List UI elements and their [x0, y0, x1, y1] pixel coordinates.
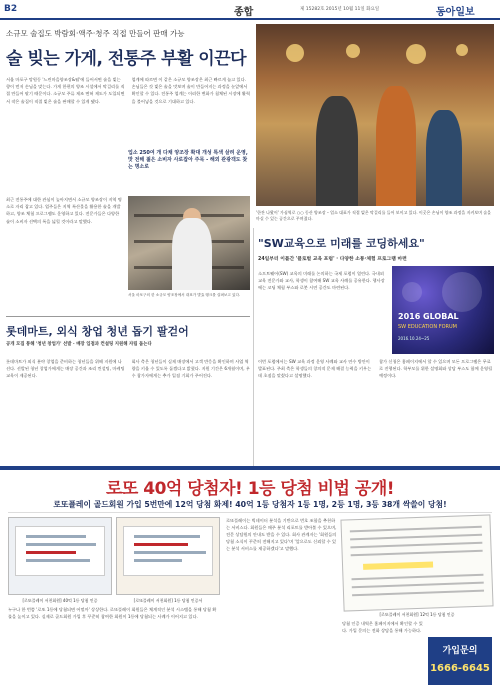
article1-subhead: 업소 250여 개 다채 양조장 확대 개성 특색 살려 운영, 맛 전해 젊은 소비자 사로잡아 주목 - 해외 관광객도 찾는 명소로: [128, 150, 248, 170]
article3-col-2: 참가 신청은 홈페이지에서 할 수 있으며 모든 프로그램은 무료로 진행된다. 학부모를 위한 설명회와 상담 부스도 함께 운영될 예정이다.: [379, 359, 493, 379]
article3-lead: 소프트웨어(SW) 교육의 미래를 논의하는 국제 포럼이 열린다. 국내외 교육 전문가와 교사, 학생이 참여해 SW 교육 사례를 공유한다. 행사장에는 코딩 체험 부스와 로봇 시연 공간도 마련된다.: [258, 271, 385, 291]
lottery-receipt: [340, 514, 493, 611]
divider: [6, 316, 250, 317]
brewery-photo-caption: '한잔 나왔어' 가심역로 ○○ 동산 양조장 – 업소 대표가 직접 빚은 막걸리를 들어 보이고 있다. 이곳은 손님이 양조 과정을 지켜보며 술을 마실 수 있는 공간으로 꾸며졌다.: [256, 210, 491, 221]
receipt-caption: [로또플레이 서천회원] 12억 1등 당첨 인증: [379, 612, 455, 617]
issue-date: 제 15282호 2015년 10월 11일 화요일: [300, 7, 380, 12]
section-title: 종합: [234, 7, 254, 18]
ad-subtitle: 로또플레이 골드회원 가입 5번만에 12억 당첨 화제! 40억 1등 당첨자 1등 1명, 2등 1명, 3등 38개 싹쓸이 당첨!: [53, 500, 447, 509]
article1-col-1: 서울 마포구 망원동 '느린마을양조장&펍'에 들어서면 술을 빚는 향이 먼저 손님을 맞는다. 가게 한편의 양조 시설에서 막걸리를 직접 만들어 팔기 때문이다. 소규모 주류 제조 면허 제도가 도입되면서 작은 술집이 직접 빚은 술을 판매할 수 있게 됐다.: [6, 77, 125, 104]
brewer-photo-caption: 서울 마포구의 한 소규모 양조장에서 대표가 발효 탱크를 살펴보고 있다.: [128, 293, 241, 297]
brewer-photo: [128, 196, 250, 290]
phone-label: 가입문의: [442, 646, 478, 656]
ad-divider: [8, 512, 492, 513]
article1-headline: 술 빚는 가게, 전통주 부활 이끈다: [6, 49, 247, 69]
column-divider: [253, 228, 254, 468]
article3-headline: "SW교육으로 미래를 코딩하세요": [258, 237, 425, 250]
article3-subhead: 24일부터 이틀간 '클로벌 교육 포럼' · 다양한 소통·체험 프로그램 마련: [258, 257, 407, 262]
ad-text-middle: 로또플레이는 빅데이터 분석을 기반으로 번호 조합을 추천하는 서비스다. 회원들은 매주 분석 리포트를 받아볼 수 있으며, 전문 상담원의 안내도 받을 수 있다. 회사 관계자는 '회원들의 당첨 소식이 꾸준히 전해지고 있다'며 '앞으로도 신뢰할 수 있는 분석 서비스를 제공하겠다'고 말했다.: [226, 518, 337, 551]
screenshot-a-caption: [로또플레이 서천회원] 40억 1등 당첨 인증: [22, 598, 98, 603]
ad-text-right: 당첨 인증 내역은 홈페이지에서 확인할 수 있다. 가입 문의는 전화 상담을 통해 가능하다.: [342, 621, 423, 633]
newspaper-logo: 동아일보: [436, 7, 475, 18]
winner-screenshot-b: [116, 517, 220, 595]
screenshot-b-caption: [로또플레이 서천회원] 1등 당첨 인증서: [133, 598, 203, 603]
article1-kicker: 소규모 술집도 박람회·액주·청주 직접 만들어 판매 가능: [6, 29, 185, 38]
article2-col-2: 회사 측은 청년들이 실제 매장에서 고객 반응을 확인하며 사업 역량을 키울 수 있도록 돕겠다고 밝혔다. 지원 기간은 6개월이며, 우수 참가자에게는 추가 입점 기회가 주어진다.: [131, 359, 250, 379]
article2-body: [6, 358, 250, 464]
page-number: B2: [4, 4, 18, 14]
brewery-photo: [256, 24, 494, 206]
forum-poster: [392, 266, 494, 354]
page-header: [0, 0, 500, 20]
article2-subhead: 공개 모집 통해 '청년 창업가' 선발 · 매장 입점과 컨설팅 지원해 자립 돕는다: [6, 342, 152, 347]
ad-text-left: 누구나 한 번쯤 '로또 1등에 당첨되면 어떨까' 상상한다. 로또플레이 회원들은 체계적인 분석 시스템을 통해 당첨 확률을 높이고 있다. 실제로 골드회원 가입 후 꾸준히 참여한 회원이 1등에 당첨되는 사례가 이어지고 있다.: [8, 607, 217, 619]
signup-phone-box[interactable]: [428, 637, 492, 685]
article2-col-1: 롯데마트가 외식 분야 창업을 준비하는 청년들을 위해 지원에 나선다. 선발된 청년 창업가에게는 매장 공간과 조리 컨설팅, 마케팅 교육이 제공된다.: [6, 359, 125, 379]
poster-date: 2016.10.24~25: [398, 336, 430, 341]
phone-number[interactable]: 1666-6645: [430, 663, 490, 674]
article3-body: [258, 358, 494, 466]
ad-title: 로또 40억 당첨자! 1등 당첨 비법 공개!: [106, 479, 394, 499]
article3-col-1: 이번 포럼에서는 SW 교육 과정 운영 사례와 교사 연수 방안이 발표된다. 주최 측은 학생들의 창의적 문제 해결 능력을 키우는 데 초점을 맞췄다고 설명했다.: [258, 359, 372, 379]
article1-col-2: 업계에 따르면 이 같은 소규모 양조장은 최근 빠르게 늘고 있다. 손님들은 갓 빚은 술을 맛보며 술이 만들어지는 과정을 눈앞에서 확인할 수 있다. 전통주 업계는 이러한 변화가 침체된 시장에 활력을 불어넣을 것으로 기대하고 있다.: [131, 77, 250, 104]
poster-title: 2016 GLOBAL: [398, 312, 459, 321]
poster-subtitle: SW EDUCATION FORUM: [398, 324, 457, 330]
winner-screenshot-a: [8, 517, 112, 595]
article2-headline: 롯데마트, 외식 창업 청년 돕기 팔걷어: [6, 325, 189, 338]
article1-left-text: 최근 전통주에 대한 관심이 높아지면서 소규모 양조장이 지역 명소로 자리 잡고 있다. 업주들은 지역 특산물을 활용한 술을 개발하고, 양조 체험 프로그램도 운영하고 있다. 전문가들은 다양한 술이 소비자 선택의 폭을 넓힐 것이라고 말했다.: [6, 197, 122, 224]
